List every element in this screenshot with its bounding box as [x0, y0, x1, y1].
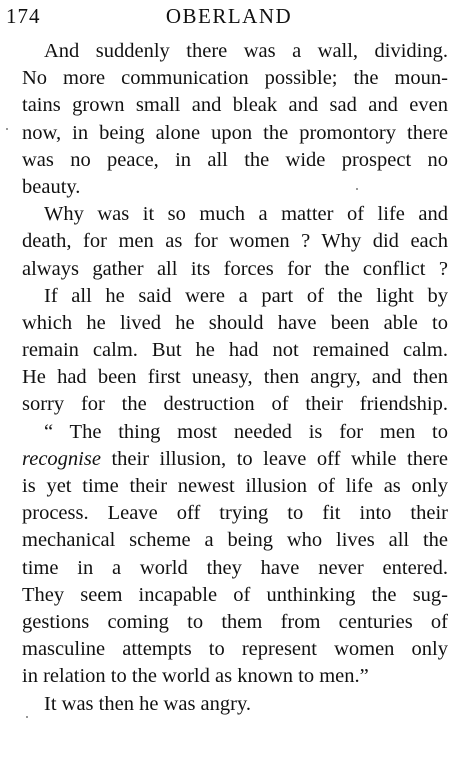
text-line: If all he said were a part of the light by — [44, 284, 448, 307]
running-title: OBERLAND — [165, 4, 293, 28]
text-line: masculine attempts to represent women only — [22, 638, 448, 661]
paragraph-1 — [22, 38, 448, 201]
text-line: time in a world they have never entered. — [22, 556, 448, 579]
text-line: gestions coming to them from centuries of — [22, 610, 448, 633]
text-line: sorry for the destruction of their friendship. — [22, 393, 448, 416]
body-text — [22, 38, 448, 718]
text-line: was no peace, in all the wide prospect no — [22, 148, 448, 171]
text-line: And suddenly there was a wall, dividing. — [44, 40, 448, 62]
text-line: process. Leave off trying to fit into their — [22, 502, 448, 525]
text-line: remain calm. But he had not remained calm. — [22, 339, 448, 362]
text-line: which he lived he should have been able to — [22, 311, 448, 334]
text-line: mechanical scheme a being who lives all the — [22, 529, 448, 552]
paragraph-3 — [22, 283, 448, 419]
text-line — [22, 446, 448, 473]
paper-speck — [356, 188, 358, 190]
text-line: tains grown small and bleak and sad and even — [22, 94, 448, 117]
text-line: always gather all its forces for the conflict ? — [22, 257, 448, 280]
page-header — [6, 4, 452, 30]
text-line: in relation to the world as known to men.” — [22, 665, 369, 688]
paper-speck — [6, 128, 8, 130]
text-line: beauty. — [22, 175, 81, 198]
text-line: “ The thing most needed is for men to — [44, 420, 448, 443]
paragraph-5 — [22, 691, 448, 718]
text-line: He had been first uneasy, then angry, and then — [22, 366, 448, 389]
page-number: 174 — [6, 4, 41, 28]
text-line: is yet time their newest illusion of life as only — [22, 475, 448, 497]
text-line: Why was it so much a matter of life and — [44, 203, 448, 226]
text-span: their illusion, to leave off while there — [100, 447, 448, 470]
text-line: death, for men as for women ? Why did each — [22, 230, 448, 253]
text-line: now, in being alone upon the promontory there — [22, 121, 448, 144]
paragraph-2 — [22, 201, 448, 283]
text-line: No more communication possible; the moun- — [22, 67, 448, 90]
italic-word: recognise — [22, 447, 101, 470]
text-line: It was then he was angry. — [44, 692, 252, 715]
text-line: They seem incapable of unthinking the sug- — [22, 583, 448, 606]
paper-speck — [26, 716, 28, 718]
paragraph-4-quotation — [22, 419, 448, 691]
